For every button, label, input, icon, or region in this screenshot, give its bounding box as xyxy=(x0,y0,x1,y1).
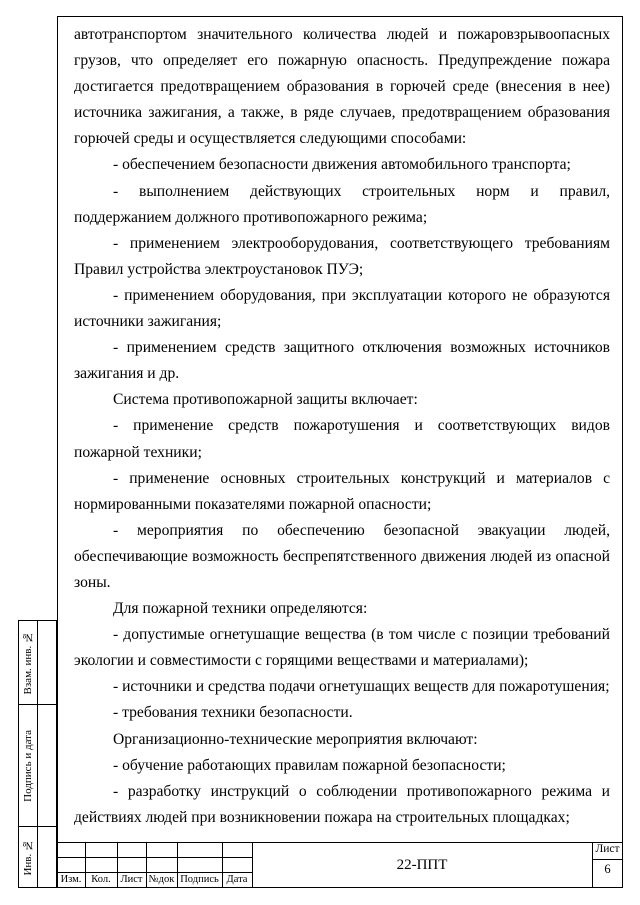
body-text xyxy=(74,22,610,831)
paragraph: Организационно-технические мероприятия включают: xyxy=(113,730,478,748)
paragraph: - выполнением действующих строительных норм и правил, поддержанием должного противопожарного режима; xyxy=(74,182,610,226)
inv-no-label: Инв. № xyxy=(22,838,34,876)
paragraph: - мероприятия по обеспечению безопасной эвакуации людей, обеспечивающие возможность беспрепятственного движения людей из опасной зоны. xyxy=(74,521,610,591)
document-code: 22-ППТ xyxy=(396,856,448,873)
paragraph: Для пожарной техники определяются: xyxy=(113,600,368,618)
col-kol: Кол. xyxy=(91,874,111,885)
paragraph: - применением оборудования, при эксплуатации которого не образуются источники зажигания; xyxy=(74,286,610,331)
paragraph: - допустимые огнетушащие вещества (в том числе с позиции требований экологии и совместимости с горящими веществами и материалами); xyxy=(74,626,610,670)
col-podpis: Подпись xyxy=(180,874,219,885)
title-block xyxy=(57,842,623,888)
col-izm: Изм. xyxy=(60,874,82,885)
sheet-label: Лист xyxy=(595,843,620,855)
sheet-number: 6 xyxy=(604,862,611,876)
podpis-data-label: Подпись и дата xyxy=(22,730,34,802)
col-list: Лист xyxy=(120,874,143,885)
paragraph: - применение основных строительных конструкций и материалов с нормированными показателями пожарной опасности; xyxy=(74,469,610,513)
paragraph: - разработку инструкций о соблюдении противопожарного режима и действиях людей при возникновении пожара на строительных площадках; xyxy=(74,782,610,826)
paragraph: - обеспечением безопасности движения автомобильного транспорта; xyxy=(113,156,571,174)
paragraph: автотранспортом значительного количества людей и пожаровзрывоопасных грузов, что определяет его пожарную опасность. Предупреждение пожара достигается предотвращением образования в горючей среде (внесения в нее) источника зажигания, а также, в ряде случаев, предотвращением образования горючей среды и осуществляется следующими способами: xyxy=(74,26,610,148)
paragraph: - применением средств защитного отключения возможных источников зажигания и др. xyxy=(74,339,610,383)
paragraph: - источники и средства подачи огнетушащих веществ для пожаротушения; xyxy=(113,678,610,696)
paragraph: - применение средств пожаротушения и соответствующих видов пожарной техники; xyxy=(74,417,610,461)
vzam-inv-label: Взам. инв. № xyxy=(22,631,34,695)
paragraph: - требования техники безопасности. xyxy=(113,704,353,722)
paragraph: - применением электрооборудования, соответствующего требованиям Правил устройства электроустановок ПУЭ; xyxy=(74,234,610,278)
paragraph: - обучение работающих правилам пожарной безопасности; xyxy=(113,756,506,774)
side-strip xyxy=(18,620,57,888)
paragraph: Система противопожарной защиты включает: xyxy=(113,391,418,409)
col-data: Дата xyxy=(226,874,248,885)
col-ndok: №док xyxy=(148,874,175,885)
